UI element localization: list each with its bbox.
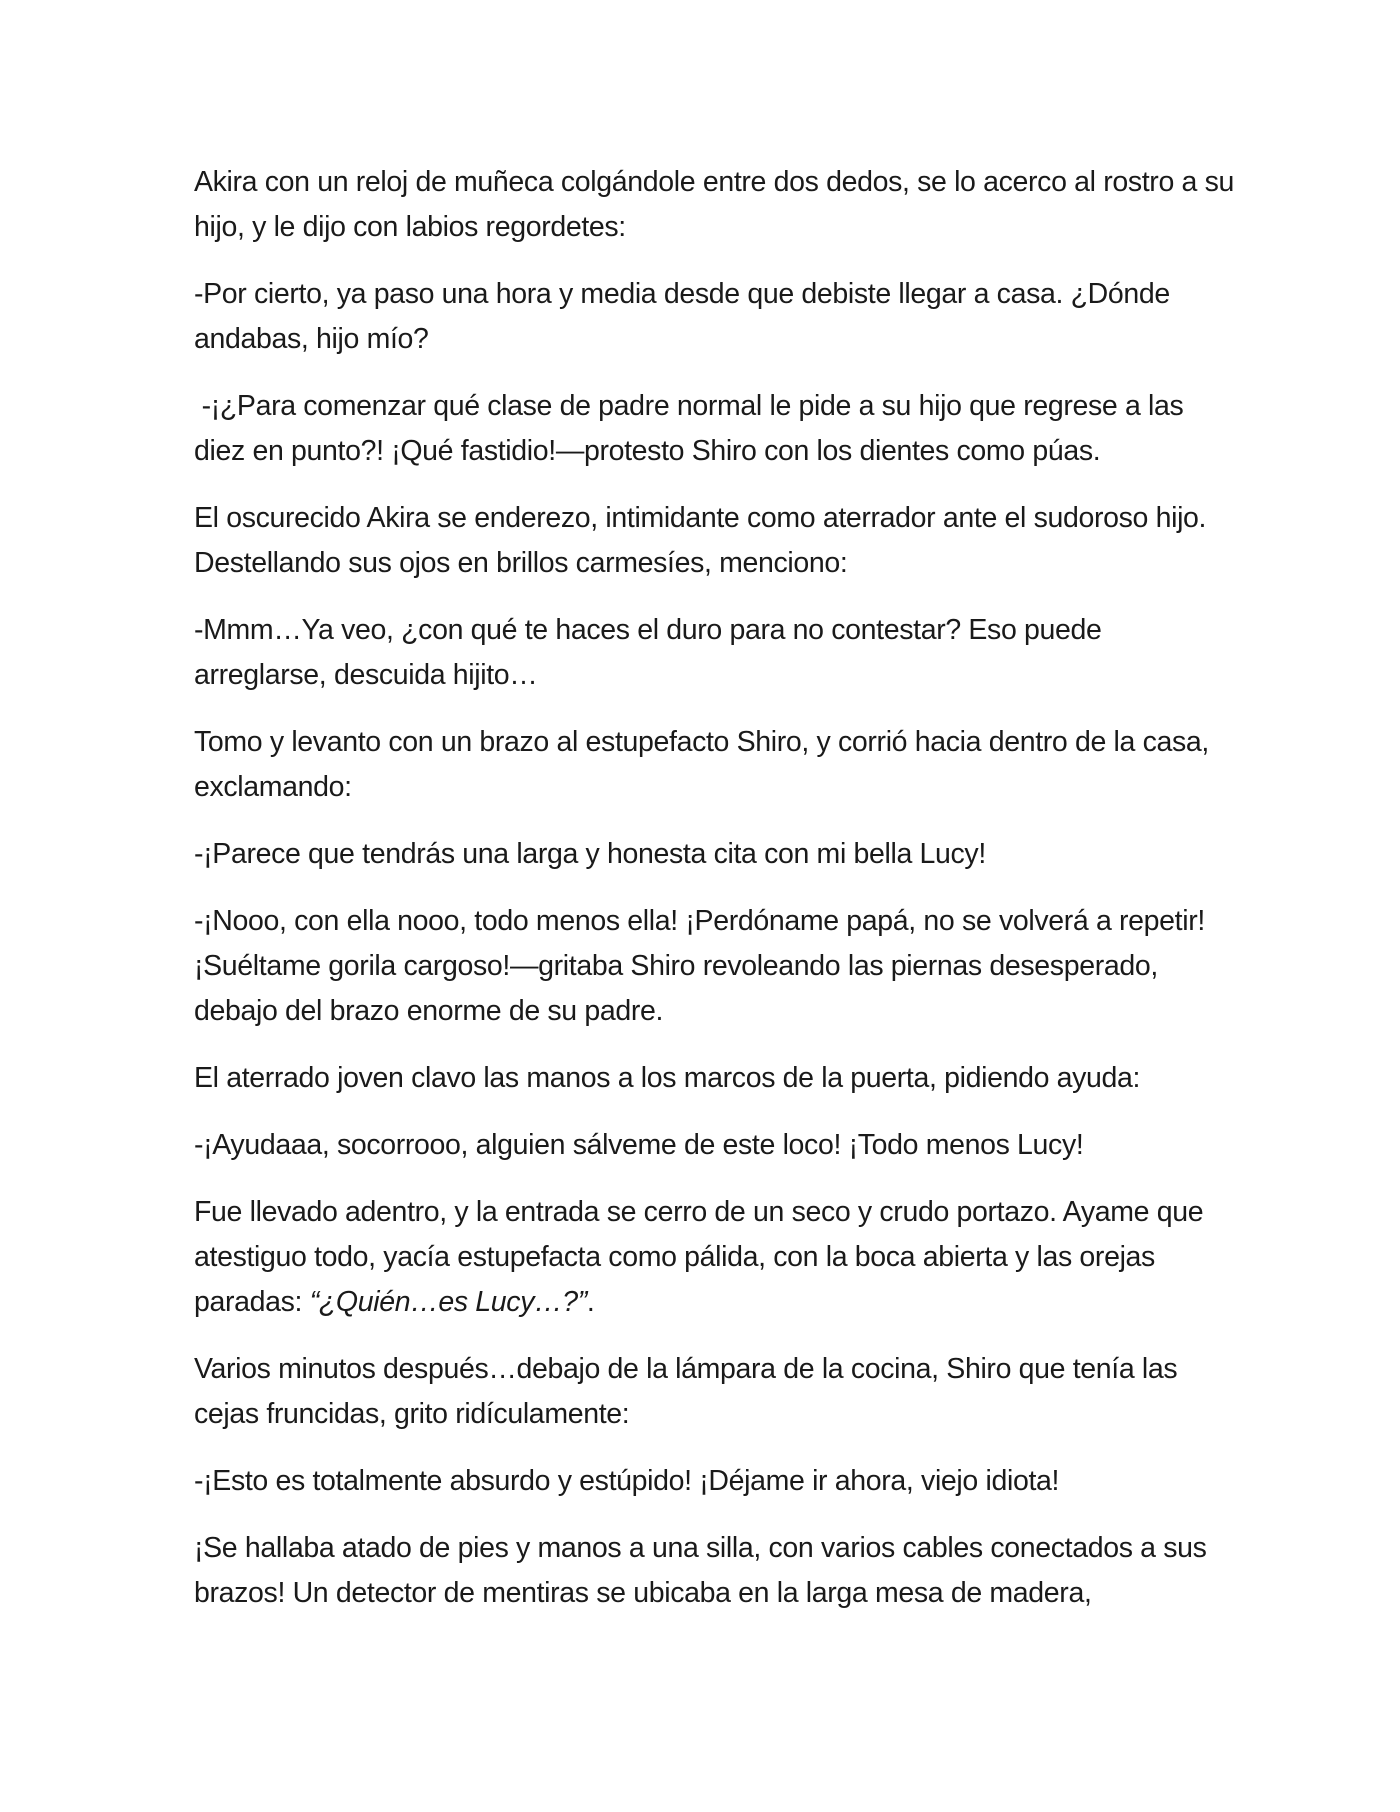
paragraph-6 <box>194 720 1234 810</box>
paragraph-13 <box>194 1459 1234 1504</box>
paragraph-8 <box>194 899 1234 1034</box>
paragraph-12 <box>194 1347 1234 1437</box>
paragraph-text: Varios minutos después…debajo de la lámpara de la cocina, Shiro que tenía las cejas fruncidas, grito ridículamente: <box>194 1353 1178 1430</box>
paragraph-text: -Por cierto, ya paso una hora y media desde que debiste llegar a casa. ¿Dónde andabas, hijo mío? <box>194 278 1170 355</box>
paragraph-text: -¡¿Para comenzar qué clase de padre normal le pide a su hijo que regrese a las diez en punto?! ¡Qué fastidio!—protesto Shiro con los dientes como púas. <box>194 390 1191 467</box>
paragraph-text: Akira con un reloj de muñeca colgándole entre dos dedos, se lo acerco al rostro a su hijo, y le dijo con labios regordetes: <box>194 166 1234 243</box>
paragraph-text: ¡Se hallaba atado de pies y manos a una silla, con varios cables conectados a sus brazos! Un detector de mentiras se ubicaba en la larga mesa de madera, <box>194 1532 1207 1609</box>
paragraph-text: -¡Nooo, con ella nooo, todo menos ella! ¡Perdóname papá, no se volverá a repetir! ¡Suéltame gorila cargoso!—gritaba Shiro revoleando las piernas desesperado, debajo del brazo enorme de su padre. <box>194 905 1205 1027</box>
paragraph-7 <box>194 832 1234 877</box>
paragraph-14 <box>194 1526 1234 1616</box>
paragraph-text: -Mmm…Ya veo, ¿con qué te haces el duro para no contestar? Eso puede arreglarse, descuida hijito… <box>194 614 1102 691</box>
paragraph-5 <box>194 608 1234 698</box>
paragraph-text: El aterrado joven clavo las manos a los marcos de la puerta, pidiendo ayuda: <box>194 1062 1141 1094</box>
paragraph-2 <box>194 272 1234 362</box>
paragraph-10 <box>194 1123 1234 1168</box>
paragraph-text: El oscurecido Akira se enderezo, intimidante como aterrador ante el sudoroso hijo. Destellando sus ojos en brillos carmesíes, menciono: <box>194 502 1207 579</box>
paragraph-11 <box>194 1190 1234 1325</box>
paragraph-text: Fue llevado adentro, y la entrada se cerro de un seco y crudo portazo. Ayame que atestiguo todo, yacía estupefacta como pálida, con la boca abierta y las orejas paradas: <box>194 1196 1211 1318</box>
paragraph-9 <box>194 1056 1234 1101</box>
paragraph-text: Tomo y levanto con un brazo al estupefacto Shiro, y corrió hacia dentro de la casa, exclamando: <box>194 726 1209 803</box>
italic-thought: “¿Quién…es Lucy…?” <box>309 1286 587 1318</box>
document-body <box>194 160 1234 1638</box>
paragraph-text: -¡Ayudaaa, socorrooo, alguien sálveme de este loco! ¡Todo menos Lucy! <box>194 1129 1084 1161</box>
paragraph-4 <box>194 496 1234 586</box>
paragraph-text: -¡Parece que tendrás una larga y honesta cita con mi bella Lucy! <box>194 838 986 870</box>
paragraph-tail: . <box>586 1286 595 1318</box>
paragraph-3 <box>194 384 1234 474</box>
paragraph-text: -¡Esto es totalmente absurdo y estúpido! ¡Déjame ir ahora, viejo idiota! <box>194 1465 1060 1497</box>
paragraph-1 <box>194 160 1234 250</box>
